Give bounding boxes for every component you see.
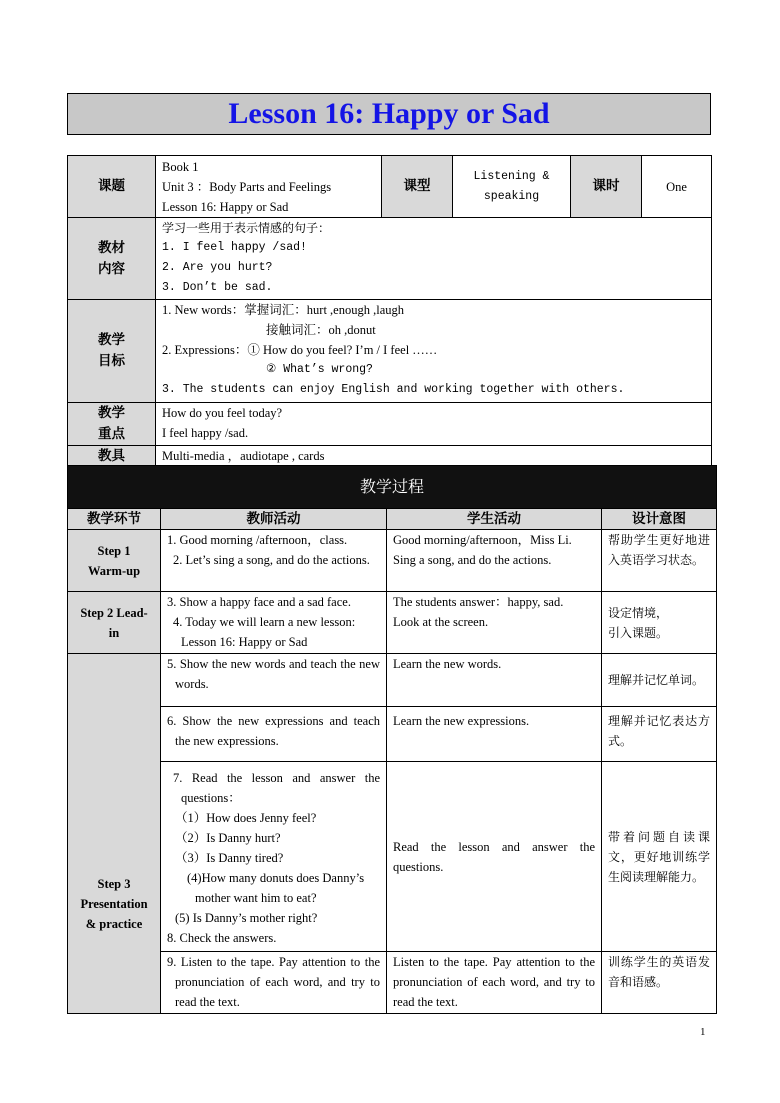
student-line: The students answer：happy, sad. <box>393 595 564 609</box>
type-value: Listening & speaking <box>453 156 571 218</box>
lesson-info-table <box>67 155 712 467</box>
step3-teacher-3 <box>161 762 387 952</box>
key-value <box>156 403 712 446</box>
step2-teacher <box>161 592 387 654</box>
teacher-line: （2）Is Danny hurt? <box>175 831 281 845</box>
lesson-title: Lesson 16: Happy or Sad <box>228 97 550 130</box>
step1-student: Good morning/afternoon，Miss Li. Sing a song, and do the actions. <box>387 530 602 592</box>
topic-line: Book 1 <box>162 159 199 174</box>
step2-student <box>387 592 602 654</box>
teacher-line: （1）How does Jenny feel? <box>175 811 317 825</box>
teacher-line: 8. Check the answers. <box>167 931 277 945</box>
teacher-line: (4)How many donuts does Danny’s mother want him to eat? <box>187 871 365 905</box>
page-number: 1 <box>700 1026 706 1038</box>
teacher-line: 7. Read the lesson and answer the questions： <box>173 771 380 805</box>
content-value <box>156 218 712 300</box>
step1-intent: 帮助学生更好地进入英语学习状态。 <box>602 530 717 592</box>
student-line: Look at the screen. <box>393 615 489 629</box>
intent-line: 引入课题。 <box>608 625 669 640</box>
step2-intent <box>602 592 717 654</box>
goals-line: 1. New words：掌握词汇：hurt ,enough ,laugh <box>162 303 404 317</box>
header-student: 学生活动 <box>387 509 602 530</box>
process-heading: 教学过程 <box>68 466 717 509</box>
step3-teacher-1: 5. Show the new words and teach the new words. <box>161 654 387 707</box>
topic-line: Unit 3 ：Body Parts and Feelings <box>162 179 332 194</box>
step3-teacher-4: 9. Listen to the tape. Pay attention to the pronunciation of each word, and try to read the text. <box>161 952 387 1014</box>
step2-label: Step 2 Lead-in <box>68 592 161 654</box>
key-line: I feel happy /sad. <box>162 426 249 440</box>
goals-line: ② What’s wrong? <box>266 363 373 376</box>
teacher-line: (5) Is Danny’s mother right? <box>175 911 318 925</box>
goals-line: 3. The students can enjoy English and working together with others. <box>162 383 625 396</box>
step3-intent-2: 理解并记忆表达方式。 <box>602 707 717 762</box>
step3-intent-1: 理解并记忆单词。 <box>602 654 717 707</box>
teacher-line: 2. Let’s sing a song, and do the actions. <box>173 553 370 567</box>
goals-line: 接触词汇：oh ,donut <box>266 323 376 337</box>
step3-intent-3: 带着问题自读课文，更好地训练学生阅读理解能力。 <box>602 762 717 952</box>
key-line: How do you feel today? <box>162 406 283 420</box>
step1-teacher <box>161 530 387 592</box>
step3-teacher-2: 6. Show the new expressions and teach the new expressions. <box>161 707 387 762</box>
step3-student-3: Read the lesson and answer the questions. <box>387 762 602 952</box>
type-label: 课型 <box>382 156 453 218</box>
header-teacher: 教师活动 <box>161 509 387 530</box>
topic-value <box>156 156 382 218</box>
goals-value <box>156 300 712 403</box>
header-intent: 设计意图 <box>602 509 717 530</box>
aids-value: Multi-media ，audiotape , cards <box>156 446 712 467</box>
step3-student-4: Listen to the tape. Pay attention to the pronunciation of each word, and try to read the text. <box>387 952 602 1014</box>
topic-line: Lesson 16: Happy or Sad <box>162 199 289 214</box>
step3-student-2: Learn the new expressions. <box>387 707 602 762</box>
teacher-line: 1. Good morning /afternoon，class. <box>167 533 348 547</box>
step3-student-1: Learn the new words. <box>387 654 602 707</box>
goals-line: 2. Expressions：① How do you feel? I’m / I feel …… <box>162 343 438 357</box>
content-line: 3. Don’t be sad. <box>162 281 273 294</box>
content-line: 2. Are you hurt? <box>162 261 273 274</box>
teacher-line: （3）Is Danny tired? <box>175 851 284 865</box>
step1-label: Step 1 Warm-up <box>68 530 161 592</box>
content-label: 教材内容 <box>68 218 156 300</box>
teacher-line: 4. Today we will learn a new lesson: Lesson 16: Happy or Sad <box>173 615 356 649</box>
header-stage: 教学环节 <box>68 509 161 530</box>
step3-label: Step 3 Presentation & practice <box>68 654 161 1014</box>
teacher-line: 3. Show a happy face and a sad face. <box>167 595 351 609</box>
aids-label: 教具 <box>68 446 156 467</box>
intent-line: 设定情境， <box>608 605 669 620</box>
goals-label: 教学目标 <box>68 300 156 403</box>
step3-intent-4: 训练学生的英语发音和语感。 <box>602 952 717 1014</box>
key-label: 教学重点 <box>68 403 156 446</box>
period-value: One <box>642 156 712 218</box>
teaching-process-table <box>67 465 717 1014</box>
content-line: 1. I feel happy /sad! <box>162 241 307 254</box>
content-line: 学习一些用于表示情感的句子： <box>162 221 331 235</box>
lesson-title-banner <box>67 93 711 135</box>
topic-label: 课题 <box>68 156 156 218</box>
period-label: 课时 <box>571 156 642 218</box>
